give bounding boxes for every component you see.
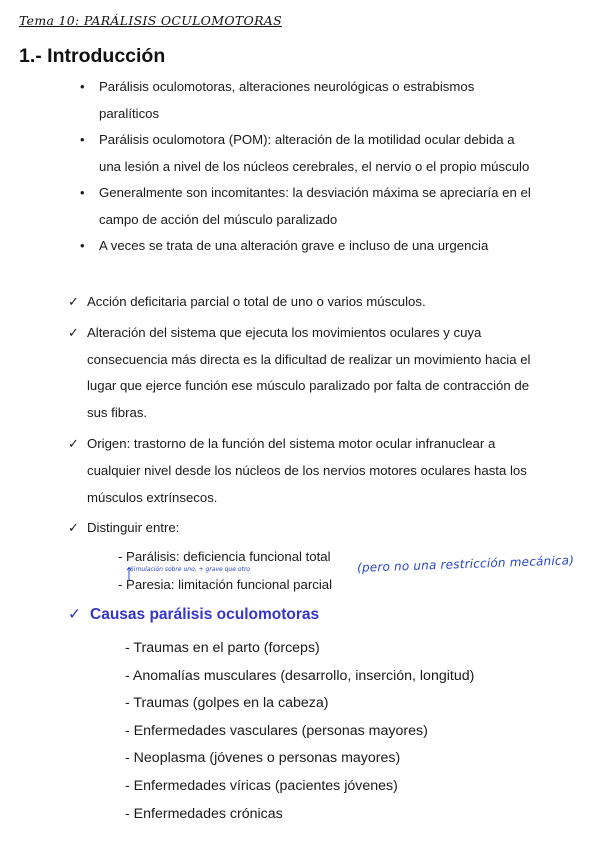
check-icon: ✓ (68, 435, 79, 451)
bullet-icon: • (80, 132, 85, 147)
section-heading: 1.- Introducción (19, 45, 166, 67)
check-text: Origen: trastorno de la función del sistema motor ocular infranuclear a cualquier nivel desde los núcleos de los nervios motores oculares hasta los músculos extrínsecos. (87, 435, 527, 505)
check-item (68, 431, 538, 511)
handwritten-note-paralisis: (pero no una restricción mecánica) (356, 553, 575, 575)
check-icon: ✓ (68, 294, 79, 309)
cause-item: - Enfermedades víricas (pacientes jóvenes) (125, 777, 398, 794)
cause-item: - Neoplasma (jóvenes o personas mayores) (125, 750, 401, 767)
intro-bullet-list (80, 74, 535, 260)
cause-item: - Anomalías musculares (desarrollo, inserción, longitud) (125, 667, 475, 684)
intro-bullet-text: A veces se trata de una alteración grave e incluso de una urgencia (99, 238, 489, 253)
handwritten-note-paresia: Simulación sobre uno, + grave que otro (130, 566, 250, 573)
cause-item: - Enfermedades vasculares (personas mayores) (125, 722, 428, 739)
causes-heading-text: Causas parálisis oculomotoras (90, 606, 320, 623)
tema-title: Tema 10: PARÁLISIS OCULOMOTORAS (19, 13, 282, 28)
check-list (68, 289, 538, 542)
check-icon: ✓ (68, 520, 79, 536)
intro-bullet-item (80, 233, 535, 260)
intro-bullet-text: Parálisis oculomotoras, alteraciones neurológicas o estrabismos paralíticos (99, 79, 475, 121)
intro-bullet-item (80, 127, 535, 180)
definition-paresia: - Paresia: limitación funcional parcial (118, 577, 333, 592)
check-item (68, 320, 538, 427)
cause-item: - Traumas (golpes en la cabeza) (125, 695, 329, 712)
bullet-icon: • (80, 79, 85, 94)
check-item (68, 515, 538, 542)
definition-paralisis: - Parálisis: deficiencia funcional total (118, 549, 331, 564)
cause-item: - Traumas en el parto (forceps) (125, 640, 320, 656)
intro-bullet-text: Parálisis oculomotora (POM): alteración de la motilidad ocular debida a una lesión a nivel de los núcleos cerebrales, el nervio o el propio músculo (99, 132, 530, 174)
bullet-icon: • (80, 238, 85, 253)
cause-item: - Enfermedades crónicas (125, 805, 283, 822)
causes-list (125, 635, 474, 828)
bullet-icon: • (80, 185, 85, 200)
check-text: Acción deficitaria parcial o total de uno o varios músculos. (87, 294, 426, 309)
check-text: Distinguir entre: (87, 520, 180, 536)
check-text: Alteración del sistema que ejecuta los movimientos oculares y cuya consecuencia más directa es la dificultad de realizar un movimiento hacia el lugar que ejerce función ese músculo paralizado por falta de contracción de sus fibras. (87, 324, 531, 421)
check-icon: ✓ (68, 606, 81, 623)
intro-bullet-item (80, 74, 535, 127)
check-item (68, 289, 538, 316)
check-icon: ✓ (68, 324, 79, 340)
intro-bullet-text: Generalmente son incomitantes: la desviación máxima se apreciaría en el campo de acción del músculo paralizado (99, 185, 531, 227)
causes-heading (68, 605, 319, 624)
intro-bullet-item (80, 180, 535, 233)
